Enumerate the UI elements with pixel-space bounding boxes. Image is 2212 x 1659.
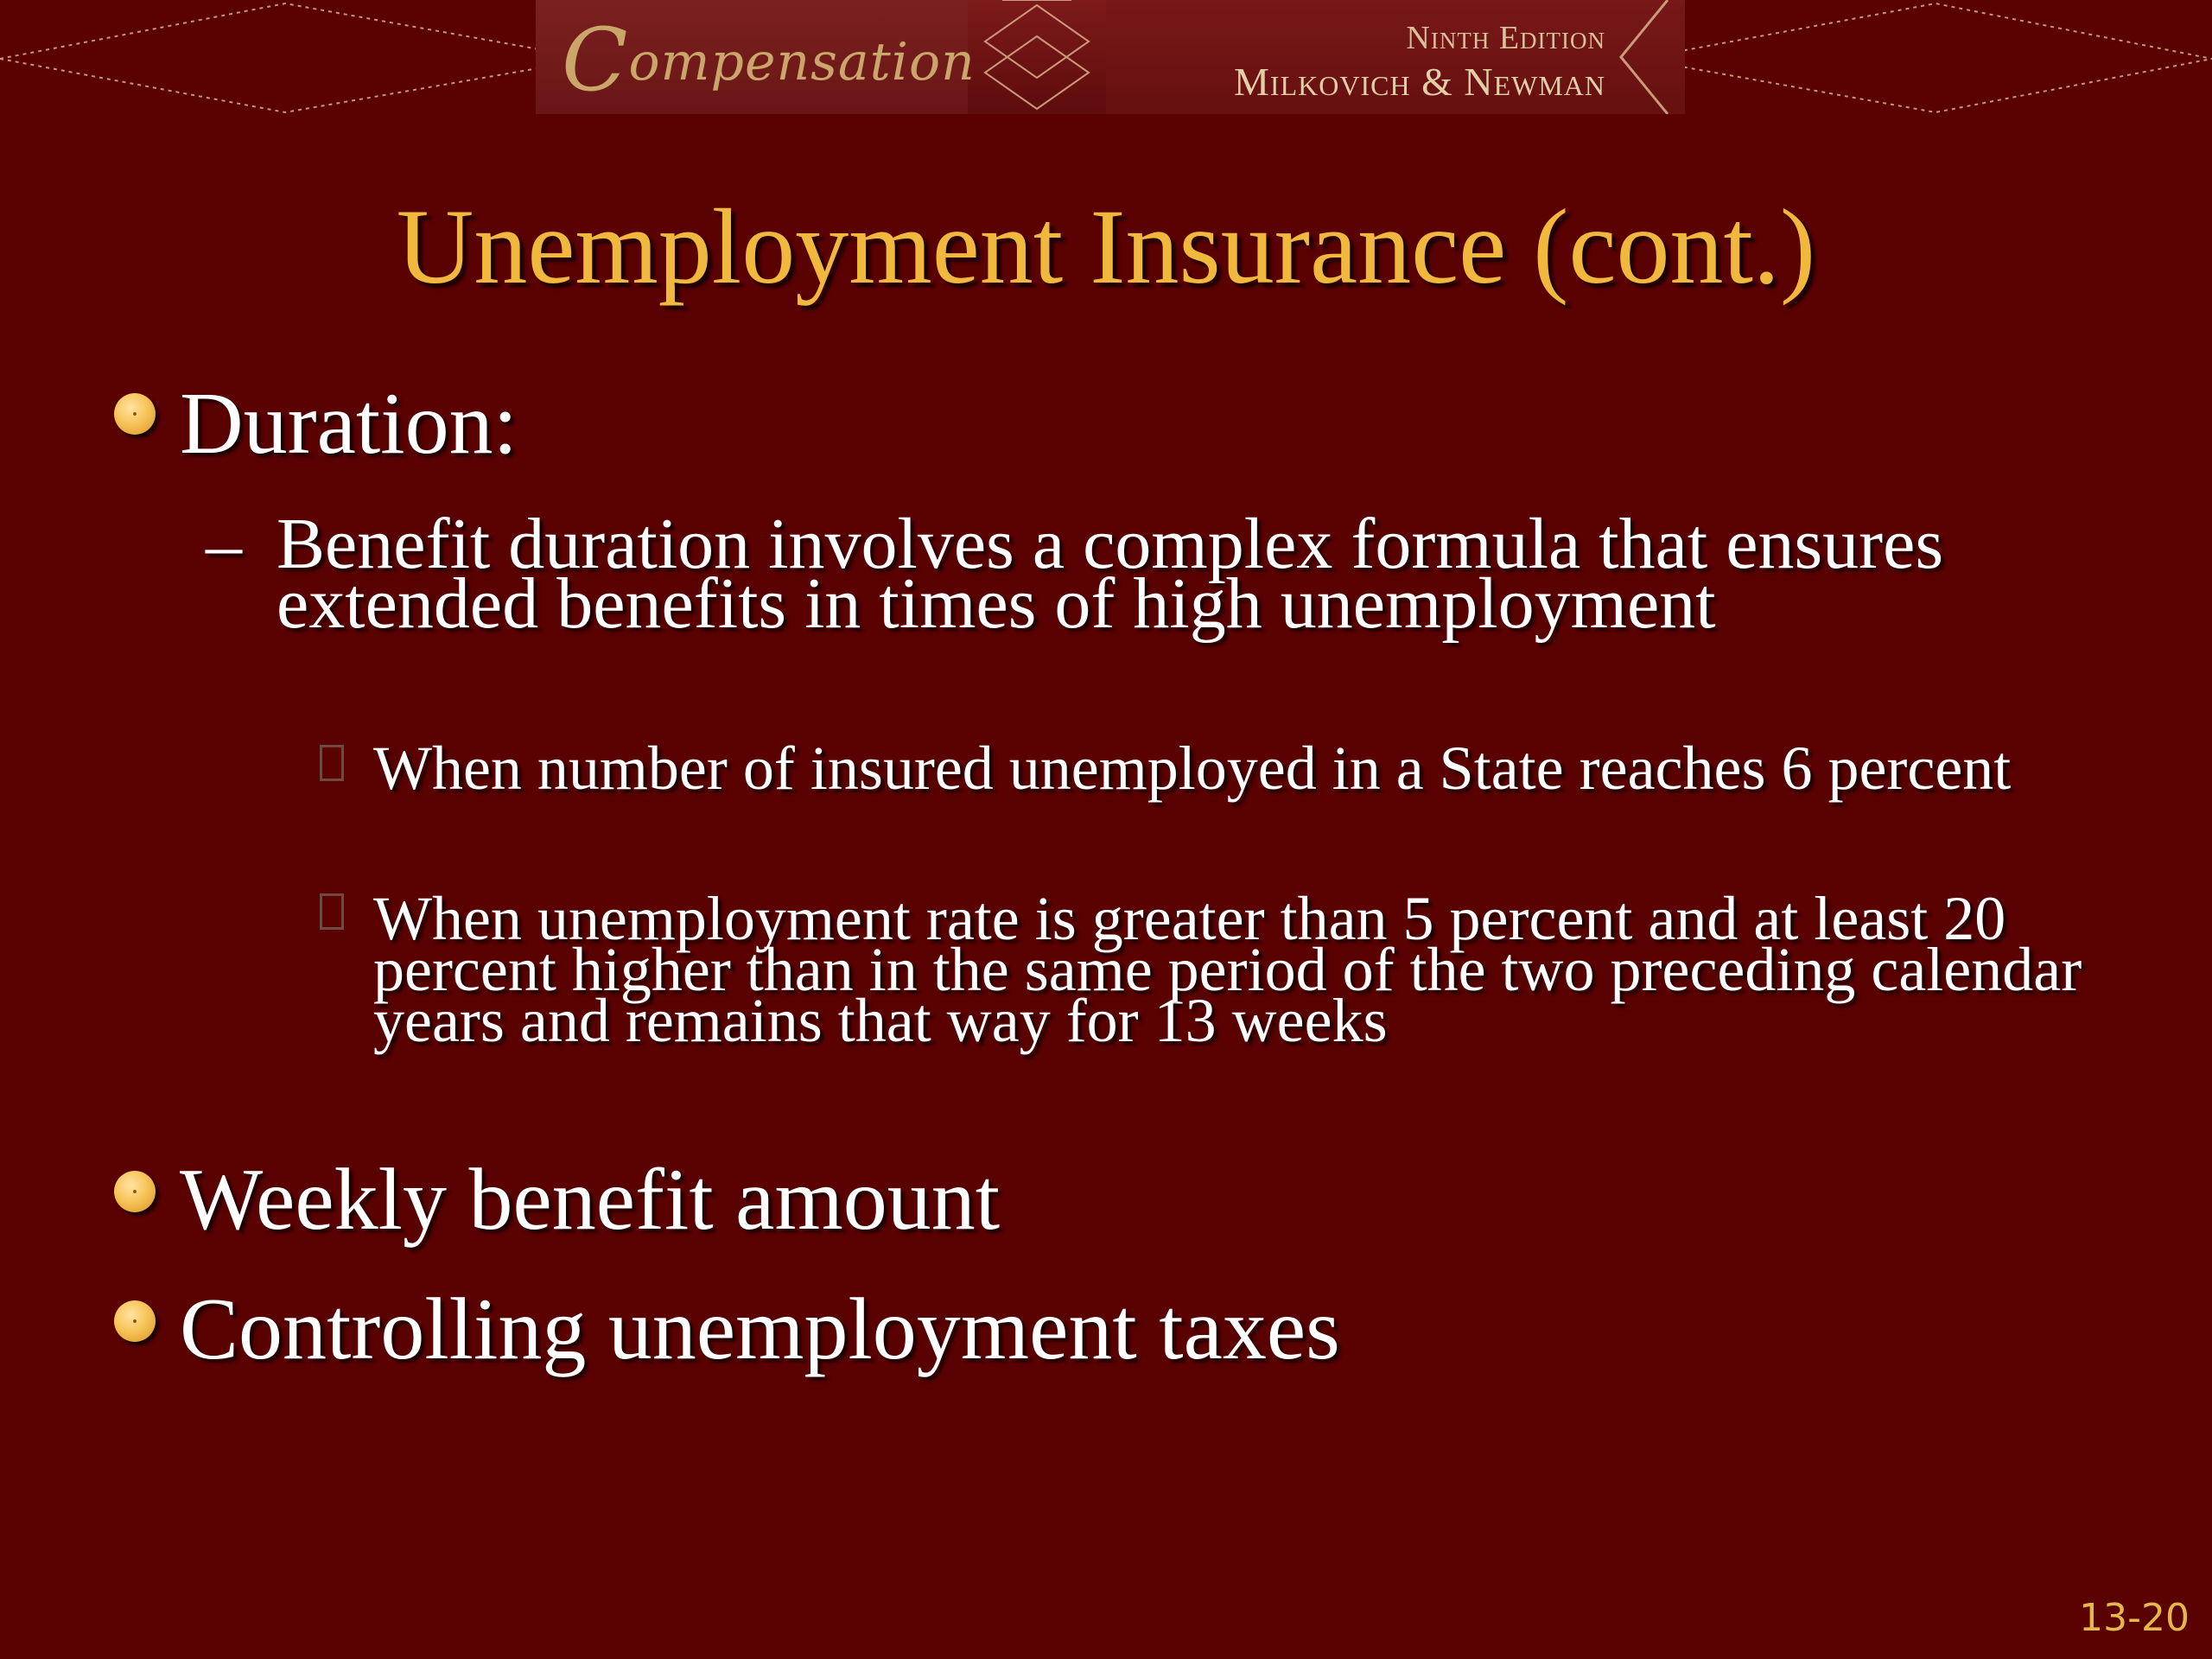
bullet-icon [114,1171,156,1212]
authors-label: Milkovich & Newman [1234,60,1605,104]
banner-logo-panel [536,0,976,114]
slide-number: 13-20 [2079,1596,2190,1640]
banner-title-panel [1106,0,1685,114]
header-banner [536,0,1685,114]
diamond-ornament-icon [968,0,1106,114]
detail-unemployment-rate: When unemployment rate is greater than 5 percent and at least 20 percent higher than in the same period of the two preceding calendar years and remains that way for 13 weeks [373,884,2082,1056]
chevron-ornament-icon [1616,0,1685,114]
dash-bullet-icon: – [206,505,242,585]
bullet-controlling-taxes: Controlling unemployment taxes [180,1281,1340,1378]
bullet-duration: Duration: [180,375,518,473]
sub-bullet-benefit-duration: Benefit duration involves a complex formula that ensures extended benefits in times of high unemployment [276,504,1944,644]
bullet-icon [114,393,156,435]
edition-label: Ninth Edition [1406,20,1605,56]
square-bullet-icon [320,893,344,930]
square-bullet-icon [320,745,344,781]
compensation-logo: Compensation [562,10,976,111]
bullet-weekly-benefit: Weekly benefit amount [180,1151,1001,1249]
detail-insured-unemployed: When number of insured unemployed in a State reaches 6 percent [373,734,2012,803]
bullet-icon [114,1300,156,1342]
slide-title: Unemployment Insurance (cont.) [396,188,1816,306]
